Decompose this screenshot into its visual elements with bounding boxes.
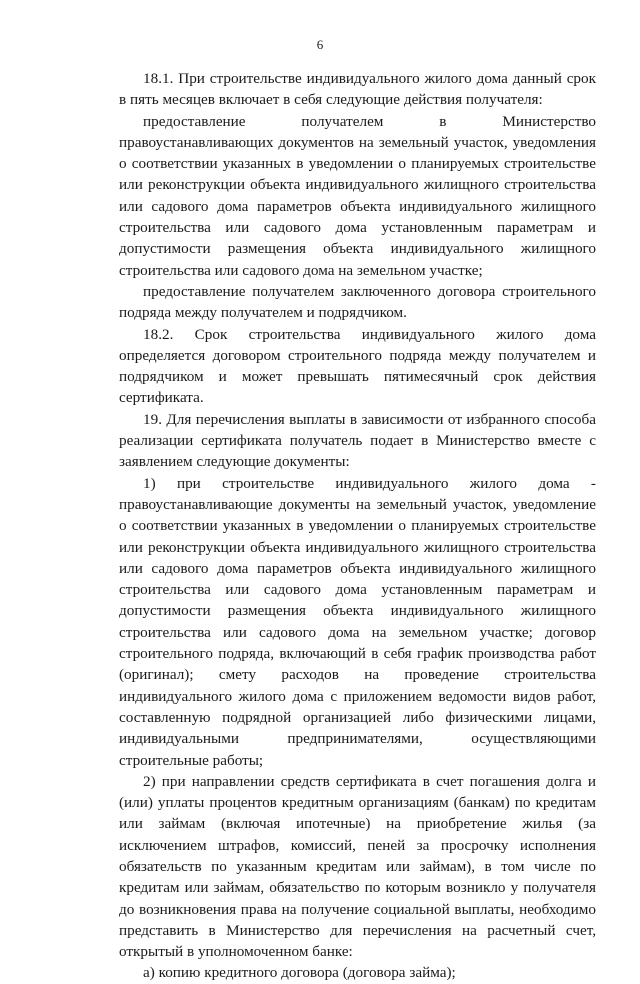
paragraph-18-2: 18.2. Срок строительства индивидуального жилого дома определяется договором строительного подряда между получателем и подрядчиком и может превышать пятимесячный срок действия сертификата.: [119, 325, 596, 407]
paragraph-19-item-1: 1) при строительстве индивидуального жилого дома - правоустанавливающие документы на земельный участок, уведомление о соответствии указанных в уведомлении о планируемых строительстве или реконструкции объекта индивидуального жилищного строительства или садового дома параметров объекта индивидуального жилищного строительства или садового дома установленным параметрам и допустимости размещения объекта индивидуального жилищного строительства или садового дома на земельном участке; договор строительного подряда, включающий в себя график производства работ (оригинал); смету расходов на проведение строительства индивидуального жилого дома с приложением ведомости видов работ, составленную подрядной организацией либо физическими лицами, индивидуальными предпринимателями, осуществляющими строительные работы;: [119, 474, 596, 769]
document-body: [119, 68, 596, 984]
paragraph-19: 19. Для перечисления выплаты в зависимости от избранного способа реализации сертификата получатель подает в Министерство вместе с заявлением следующие документы:: [119, 410, 596, 471]
paragraph-18-1-item-2: предоставление получателем заключенного договора строительного подряда между получателем и подрядчиком.: [119, 282, 596, 322]
paragraph-19-item-2: 2) при направлении средств сертификата в счет погашения долга и (или) уплаты процентов кредитным организациям (банкам) по кредитам или займам (включая ипотечные) на приобретение жилья (за исключением штрафов, комиссий, пеней за просрочку исполнения обязательств по указанным кредитам или займам), в том числе по кредитам или займам, обязательство по которым возникло у получателя до возникновения права на получение социальной выплаты, необходимо представить в Министерство для перечисления на расчетный счет, открытый в уполномоченном банке:: [119, 772, 596, 961]
paragraph-19-item-2-a: а) копию кредитного договора (договора займа);: [143, 964, 456, 982]
paragraph-18-1: 18.1. При строительстве индивидуального жилого дома данный срок в пять месяцев включает в себя следующие действия получателя:: [119, 70, 596, 109]
paragraph-18-1-item-1: предоставление получателем в Министерство правоустанавливающих документов на земельный участок, уведомления о соответствии указанных в уведомлении о планируемых строительстве или реконструкции объекта индивидуального жилищного строительства или садового дома параметров объекта индивидуального жилищного строительства или садового дома установленным параметрам и допустимости размещения объекта индивидуального жилищного строительства или садового дома на земельном участке;: [119, 112, 596, 279]
page-number: 6: [316, 37, 324, 52]
